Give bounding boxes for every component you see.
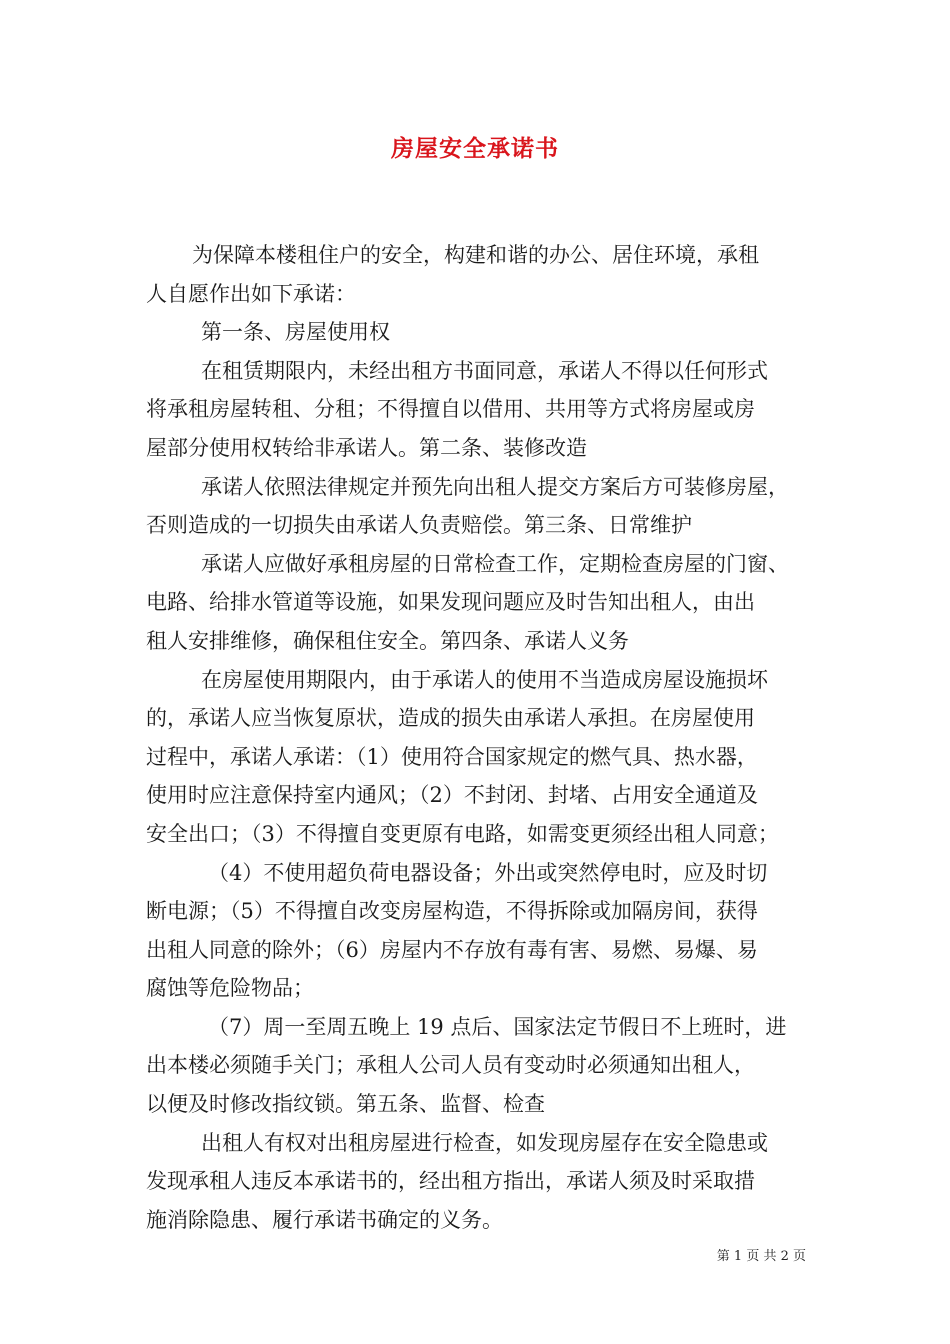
text-line: （7）周一至周五晚上 19 点后、国家法定节假日不上班时，进 — [208, 1014, 787, 1039]
text-line: （4）不使用超负荷电器设备；外出或突然停电时，应及时切 — [208, 860, 768, 885]
text-line: 腐蚀等危险物品； — [146, 976, 314, 1001]
text-line: 在租赁期限内，未经出租方书面同意，承诺人不得以任何形式 — [201, 358, 768, 383]
text-line: 使用时应注意保持室内通风；（2）不封闭、封堵、占用安全通道及 — [146, 783, 758, 808]
text-line: 过程中，承诺人承诺：（1）使用符合国家规定的燃气具、热水器， — [146, 744, 758, 769]
section-heading: 第一条、房屋使用权 — [201, 320, 390, 345]
text-line: 出租人有权对出租房屋进行检查，如发现房屋存在安全隐患或 — [201, 1130, 768, 1155]
document-body — [146, 236, 810, 1239]
text-line: 的，承诺人应当恢复原状，造成的损失由承诺人承担。在房屋使用 — [146, 706, 755, 731]
text-line: 否则造成的一切损失由承诺人负责赔偿。第三条、日常维护 — [146, 513, 692, 538]
text-line: 承诺人应做好承租房屋的日常检查工作，定期检查房屋的门窗、 — [201, 551, 789, 576]
text-line: 在房屋使用期限内，由于承诺人的使用不当造成房屋设施损坏 — [201, 667, 768, 692]
page-number: 第 1 页 共 2 页 — [716, 1249, 806, 1264]
text-line: 租人安排维修，确保租住安全。第四条、承诺人义务 — [146, 628, 629, 653]
text-line: 屋部分使用权转给非承诺人。第二条、装修改造 — [146, 435, 587, 460]
text-line: 为保障本楼租住户的安全，构建和谐的办公、居住环境，承租 — [192, 243, 759, 267]
text-line: 施消除隐患、履行承诺书确定的义务。 — [146, 1207, 503, 1232]
text-line: 安全出口；（3）不得擅自变更原有电路，如需变更须经出租人同意； — [146, 821, 779, 846]
text-line: 出租人同意的除外；（6）房屋内不存放有毒有害、易燃、易爆、易 — [146, 937, 758, 962]
text-line: 将承租房屋转租、分租；不得擅自以借用、共用等方式将房屋或房 — [146, 397, 755, 422]
text-line: 承诺人依照法律规定并预先向出租人提交方案后方可装修房屋， — [201, 474, 789, 499]
text-line: 出本楼必须随手关门；承租人公司人员有变动时必须通知出租人， — [146, 1053, 755, 1078]
text-line: 电路、给排水管道等设施，如果发现问题应及时告知出租人，由出 — [146, 590, 755, 615]
text-line: 断电源；（5）不得擅自改变房屋构造，不得拆除或加隔房间，获得 — [146, 899, 758, 924]
text-line: 人自愿作出如下承诺： — [146, 281, 356, 306]
text-line: 以便及时修改指纹锁。第五条、监督、检查 — [146, 1092, 545, 1117]
text-line: 发现承租人违反本承诺书的，经出租方指出，承诺人须及时采取措 — [146, 1169, 755, 1194]
document-title: 房屋安全承诺书 — [391, 135, 559, 162]
